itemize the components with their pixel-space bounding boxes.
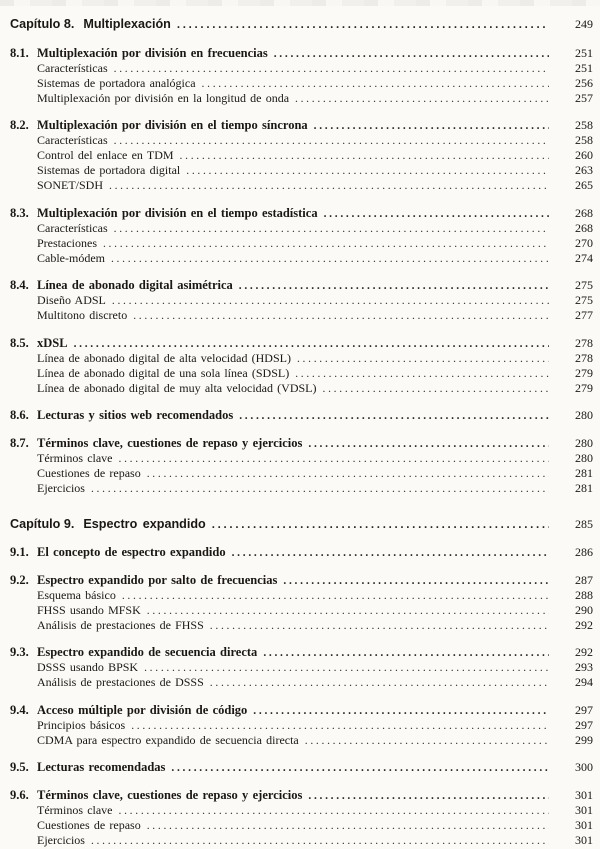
toc-entry-title: Línea de abonado digital asimétrica: [37, 278, 233, 292]
dot-leader: [239, 409, 549, 424]
toc-entry-title: DSSS usando BPSK: [37, 660, 139, 674]
toc-entry-title: Cuestiones de repaso: [37, 817, 141, 832]
toc-subsection-entry: [10, 618, 593, 633]
toc-entry-title: FHSS usando MFSK: [37, 602, 141, 617]
toc-section-entry: [10, 788, 593, 803]
toc-section-entry: [10, 118, 593, 133]
toc-subsection-entry: [10, 733, 593, 748]
toc-entry-page: 301: [575, 817, 593, 832]
dot-leader: [180, 149, 549, 164]
toc-entry-page: 300: [575, 760, 593, 774]
toc-entry-title: Espectro expandido: [83, 516, 206, 531]
toc-entry-page: 301: [575, 802, 593, 817]
toc-entry-title: Sistemas de portadora analógica: [37, 75, 196, 90]
toc-entry-title: Multiplexación por división en el tiempo síncrona: [37, 118, 308, 132]
toc-subsection-entry: [10, 381, 593, 396]
toc-entry-title: Multiplexación: [83, 17, 171, 31]
dot-leader: [133, 309, 549, 324]
toc-subsection-entry: [10, 481, 593, 496]
toc-section-entry: [10, 206, 593, 221]
dot-leader: [131, 719, 549, 734]
toc-entry-page: 280: [575, 408, 593, 422]
dot-leader: [91, 482, 549, 497]
toc-subsection-entry: [10, 76, 593, 91]
toc-subsection-entry: [10, 603, 593, 618]
toc-subsection-entry: [10, 466, 593, 481]
toc-entry-page: 292: [575, 645, 593, 659]
toc-entry-title: Ejercicios: [37, 480, 85, 495]
toc-entry-number: 9.5.: [10, 760, 29, 774]
dot-leader: [263, 646, 549, 661]
toc-entry-number: 8.3.: [10, 205, 29, 220]
toc-section-entry: [10, 703, 593, 718]
toc-entry-number: 8.2.: [10, 118, 29, 132]
dot-leader: [186, 164, 549, 179]
toc-entry-title: Multiplexación por división en el tiempo estadística: [37, 205, 318, 220]
toc-subsection-entry: [10, 366, 593, 381]
toc-entry-title: Espectro expandido de secuencia directa: [37, 645, 258, 659]
toc-entry-title: Línea de abonado digital de alta velocidad (HDSL): [37, 350, 291, 365]
toc-section-entry: [10, 436, 593, 451]
toc-entry-number: 9.4.: [10, 702, 29, 717]
toc-chapter-entry: [10, 517, 593, 533]
toc-entry-number: Capítulo 9.: [10, 516, 75, 531]
toc-entry-title: Lecturas y sitios web recomendados: [37, 408, 234, 422]
toc-entry-page: 274: [575, 250, 593, 265]
toc-entry-number: 9.6.: [10, 787, 29, 802]
dot-leader: [295, 92, 549, 107]
toc-entry-title: Línea de abonado digital de muy alta velocidad (VDSL): [37, 380, 317, 395]
dot-leader: [74, 337, 549, 352]
toc-entry-title: Cable-módem: [37, 250, 105, 265]
dot-leader: [114, 134, 549, 149]
toc-entry-title: CDMA para espectro expandido de secuencia directa: [37, 732, 299, 747]
toc-entry-title: Términos clave: [37, 802, 113, 817]
toc-entry-title: Lecturas recomendadas: [37, 760, 166, 774]
toc-subsection-entry: [10, 61, 593, 76]
dot-leader: [147, 819, 549, 834]
toc-entry-title: Análisis de prestaciones de FHSS: [37, 617, 204, 632]
toc-entry-title: Multiplexación por división en frecuencias: [37, 45, 268, 60]
toc-subsection-entry: [10, 803, 593, 818]
toc-entry-title: Prestaciones: [37, 235, 97, 250]
toc-section-entry: [10, 545, 593, 560]
toc-subsection-entry: [10, 451, 593, 466]
toc-section-entry: [10, 336, 593, 351]
dot-leader: [109, 179, 549, 194]
toc-entry-page: 265: [575, 178, 593, 192]
toc-entry-title: Espectro expandido por salto de frecuencias: [37, 572, 278, 587]
dot-leader: [308, 437, 549, 452]
toc-entry-page: 290: [575, 602, 593, 617]
toc-entry-page: 278: [575, 335, 593, 350]
toc-entry-title: Cuestiones de repaso: [37, 465, 141, 480]
toc-entry-number: 8.6.: [10, 408, 29, 422]
dot-leader: [274, 47, 549, 62]
toc-entry-page: 287: [575, 572, 593, 587]
dot-leader: [202, 77, 549, 92]
toc-entry-page: 299: [575, 732, 593, 747]
toc-entry-title: Principios básicos: [37, 717, 126, 732]
toc-subsection-entry: [10, 833, 593, 848]
toc-entry-title: Esquema básico: [37, 587, 116, 602]
toc-subsection-entry: [10, 293, 593, 308]
toc-entry-page: 256: [575, 75, 593, 90]
toc-entry-page: 279: [575, 365, 593, 380]
toc-entry-page: 251: [575, 60, 593, 75]
dot-leader: [112, 294, 549, 309]
toc-entry-page: 260: [575, 148, 593, 162]
dot-leader: [91, 834, 549, 849]
scan-noise-strip: [0, 0, 600, 6]
toc-entry-page: 258: [575, 118, 593, 132]
toc-entry-page: 294: [575, 675, 593, 689]
toc-entry-title: Multiplexación por división en la longitud de onda: [37, 90, 290, 105]
dot-leader: [114, 62, 549, 77]
toc-entry-page: 292: [575, 617, 593, 632]
dot-leader: [305, 734, 549, 749]
toc-entry-number: 8.7.: [10, 435, 29, 450]
toc-subsection-entry: [10, 308, 593, 323]
toc-entry-title: Características: [37, 220, 108, 235]
toc-entry-number: 9.1.: [10, 545, 29, 559]
toc-subsection-entry: [10, 351, 593, 366]
toc-entry-page: 278: [575, 350, 593, 365]
toc-entry-number: Capítulo 8.: [10, 17, 75, 31]
toc-entry-page: 297: [575, 702, 593, 717]
dot-leader: [171, 761, 549, 776]
toc-entry-page: 268: [575, 205, 593, 220]
dot-leader: [297, 352, 549, 367]
toc-section-entry: [10, 573, 593, 588]
toc-entry-page: 277: [575, 308, 593, 322]
dot-leader: [212, 518, 549, 533]
dot-leader: [144, 661, 549, 676]
toc-entry-page: 280: [575, 435, 593, 450]
toc-entry-page: 268: [575, 220, 593, 235]
toc-subsection-entry: [10, 675, 593, 690]
toc-entry-page: 258: [575, 133, 593, 147]
toc-entry-number: 8.4.: [10, 278, 29, 292]
toc-section-entry: [10, 278, 593, 293]
toc-section-entry: [10, 408, 593, 423]
toc-entry-page: 257: [575, 90, 593, 105]
toc-subsection-entry: [10, 251, 593, 266]
toc-entry-title: Línea de abonado digital de una sola línea (SDSL): [37, 365, 290, 380]
toc-entry-page: 249: [575, 17, 593, 31]
toc-entry-title: Análisis de prestaciones de DSSS: [37, 675, 204, 689]
dot-leader: [283, 574, 549, 589]
dot-leader: [177, 18, 549, 33]
toc-subsection-entry: [10, 660, 593, 675]
dot-leader: [210, 619, 549, 634]
toc-entry-number: 9.2.: [10, 572, 29, 587]
dot-leader: [308, 789, 549, 804]
dot-leader: [103, 237, 549, 252]
toc-entry-title: El concepto de espectro expandido: [37, 545, 226, 559]
toc-entry-title: SONET/SDH: [37, 178, 104, 192]
toc-entry-title: Control del enlace en TDM: [37, 148, 174, 162]
toc-entry-page: 286: [575, 545, 593, 559]
toc-subsection-entry: [10, 163, 593, 178]
toc-chapter-entry: [10, 17, 593, 33]
toc-section-entry: [10, 46, 593, 61]
toc-entry-page: 279: [575, 380, 593, 395]
dot-leader: [147, 467, 549, 482]
toc-subsection-entry: [10, 236, 593, 251]
dot-leader: [295, 367, 549, 382]
toc-subsection-entry: [10, 718, 593, 733]
toc-entry-title: Ejercicios: [37, 832, 85, 847]
dot-leader: [323, 382, 549, 397]
toc-entry-title: Términos clave: [37, 450, 113, 465]
toc-entry-title: Términos clave, cuestiones de repaso y ejercicios: [37, 435, 303, 450]
toc-subsection-entry: [10, 221, 593, 236]
toc-subsection-entry: [10, 178, 593, 193]
dot-leader: [114, 222, 549, 237]
toc-entry-page: 281: [575, 465, 593, 480]
toc-entry-page: 251: [575, 45, 593, 60]
toc-entry-page: 281: [575, 480, 593, 495]
toc-entry-number: 9.3.: [10, 645, 29, 659]
toc-entry-page: 270: [575, 235, 593, 250]
dot-leader: [324, 207, 549, 222]
toc-entry-number: 8.1.: [10, 45, 29, 60]
dot-leader: [147, 604, 549, 619]
toc-entry-title: Sistemas de portadora digital: [37, 163, 181, 177]
toc-subsection-entry: [10, 588, 593, 603]
toc-entry-page: 297: [575, 717, 593, 732]
toc-subsection-entry: [10, 148, 593, 163]
toc-entry-page: 285: [575, 516, 593, 531]
toc-entry-page: 301: [575, 787, 593, 802]
toc-subsection-entry: [10, 818, 593, 833]
dot-leader: [119, 452, 549, 467]
toc-entry-page: 275: [575, 278, 593, 292]
toc-entry-page: 263: [575, 163, 593, 177]
toc-entry-page: 288: [575, 587, 593, 602]
dot-leader: [239, 279, 549, 294]
toc-entry-number: 8.5.: [10, 335, 29, 350]
toc-entry-page: 275: [575, 293, 593, 307]
dot-leader: [210, 676, 549, 691]
toc-entry-title: Acceso múltiple por división de código: [37, 702, 248, 717]
toc-subsection-entry: [10, 91, 593, 106]
toc-entry-page: 301: [575, 832, 593, 847]
toc-entry-title: xDSL: [37, 335, 68, 350]
toc-entry-title: Características: [37, 60, 108, 75]
toc-subsection-entry: [10, 133, 593, 148]
toc-entry-page: 280: [575, 450, 593, 465]
dot-leader: [314, 119, 549, 134]
toc-entry-page: 293: [575, 660, 593, 674]
dot-leader: [232, 546, 549, 561]
dot-leader: [111, 252, 549, 267]
dot-leader: [253, 704, 549, 719]
toc-entry-title: Términos clave, cuestiones de repaso y ejercicios: [37, 787, 303, 802]
toc-entry-title: Diseño ADSL: [37, 293, 106, 307]
toc-entry-title: Características: [37, 133, 108, 147]
toc-entry-title: Multitono discreto: [37, 308, 128, 322]
dot-leader: [122, 589, 549, 604]
toc-list: [10, 17, 593, 848]
toc-section-entry: [10, 645, 593, 660]
toc-section-entry: [10, 760, 593, 775]
dot-leader: [119, 804, 549, 819]
